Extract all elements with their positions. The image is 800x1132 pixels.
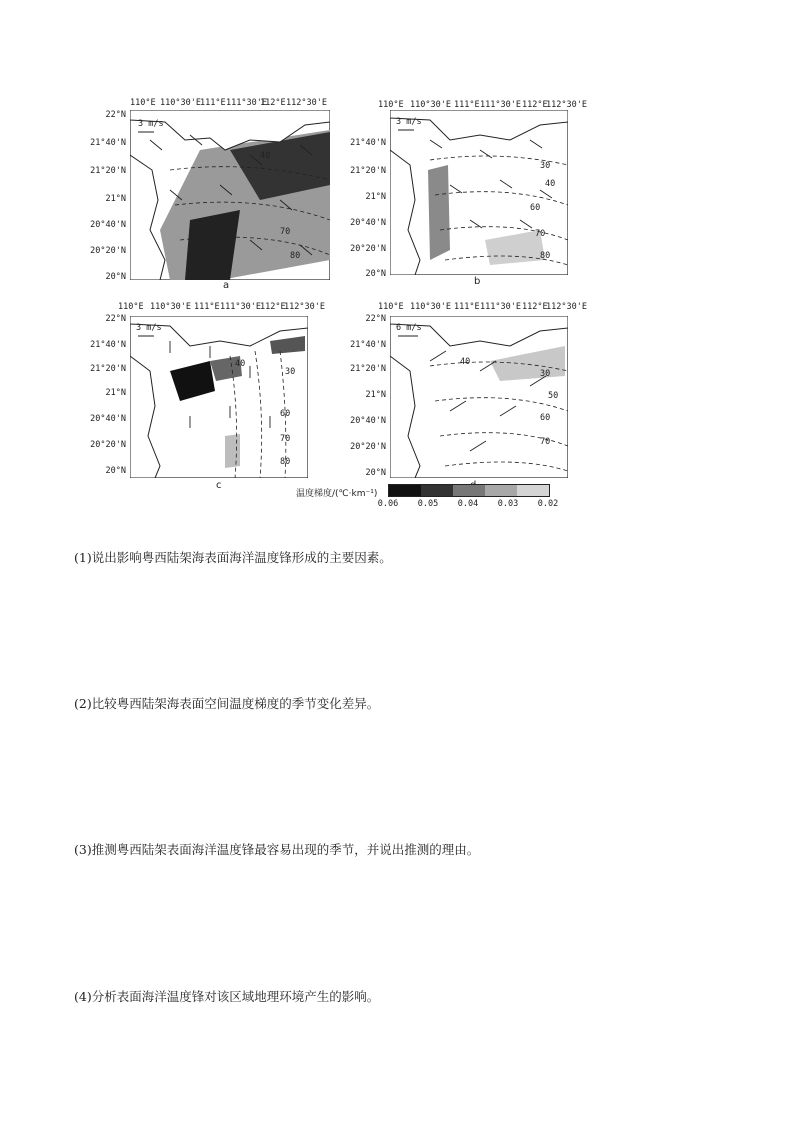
lon-label: 112°E bbox=[522, 100, 548, 110]
lat-label: 20°40'N bbox=[90, 220, 126, 230]
legend-swatch bbox=[453, 485, 485, 496]
lon-label: 111°30'E bbox=[480, 100, 521, 110]
map-a-canvas bbox=[130, 110, 330, 280]
question-3: (3)推测粤西陆架表面海洋温度锋最容易出现的季节，并说出推测的理由。 bbox=[74, 842, 480, 857]
lon-label: 112°30'E bbox=[286, 98, 327, 108]
contour-label: 80 bbox=[540, 251, 551, 261]
contour-label: 30 bbox=[285, 367, 296, 377]
lat-label: 22°N bbox=[105, 110, 126, 120]
contour-label: 40 bbox=[460, 357, 471, 367]
contour-label: 40 bbox=[545, 179, 556, 189]
lon-label: 110°E bbox=[130, 98, 156, 108]
lon-label: 112°30'E bbox=[546, 100, 587, 110]
lat-label: 20°N bbox=[105, 466, 126, 476]
lon-label: 112°E bbox=[522, 302, 548, 312]
legend-color-bar bbox=[388, 484, 550, 497]
contour-label: 40 bbox=[260, 151, 271, 161]
lon-label: 110°E bbox=[118, 302, 144, 312]
contour-label: 30 bbox=[540, 161, 551, 171]
wind-scale-label: 3 m/s bbox=[138, 119, 164, 129]
lat-label: 21°40'N bbox=[350, 340, 386, 350]
contour-label: 40 bbox=[235, 359, 246, 369]
legend-swatch bbox=[485, 485, 517, 496]
figure-temperature-front-maps bbox=[78, 96, 598, 516]
contour-label: 50 bbox=[548, 391, 559, 401]
lat-label: 21°20'N bbox=[350, 166, 386, 176]
contour-label: 60 bbox=[530, 203, 541, 213]
lat-label: 20°N bbox=[365, 468, 386, 478]
lon-label: 110°30'E bbox=[410, 302, 451, 312]
lon-label: 112°E bbox=[260, 98, 286, 108]
lon-label: 110°30'E bbox=[160, 98, 201, 108]
lat-label: 21°N bbox=[105, 388, 126, 398]
lon-label: 111°30'E bbox=[480, 302, 521, 312]
lat-label: 20°20'N bbox=[90, 246, 126, 256]
lat-label: 20°N bbox=[365, 269, 386, 279]
contour-label: 80 bbox=[280, 457, 291, 467]
map-panel-a bbox=[130, 110, 330, 280]
lon-label: 111°30'E bbox=[220, 302, 261, 312]
legend-tick: 0.02 bbox=[537, 499, 559, 509]
contour-label: 70 bbox=[280, 227, 291, 237]
lat-label: 21°40'N bbox=[90, 340, 126, 350]
contour-label: 70 bbox=[540, 437, 551, 447]
lat-label: 22°N bbox=[105, 314, 126, 324]
map-panel-c bbox=[130, 316, 308, 478]
question-4: (4)分析表面海洋温度锋对该区域地理环境产生的影响。 bbox=[74, 989, 380, 1004]
panel-label-b: b bbox=[474, 276, 481, 287]
lon-label: 111°E bbox=[454, 100, 480, 110]
lat-label: 21°N bbox=[365, 192, 386, 202]
wind-scale-label: 3 m/s bbox=[396, 117, 422, 127]
map-c-canvas bbox=[130, 316, 308, 478]
lat-label: 21°20'N bbox=[90, 364, 126, 374]
lon-label: 110°E bbox=[378, 302, 404, 312]
contour-label: 60 bbox=[540, 413, 551, 423]
question-1: (1)说出影响粤西陆架海表面海洋温度锋形成的主要因素。 bbox=[74, 550, 392, 565]
lon-label: 110°30'E bbox=[410, 100, 451, 110]
lat-label: 20°40'N bbox=[350, 416, 386, 426]
question-2: (2)比较粤西陆架海表面空间温度梯度的季节变化差异。 bbox=[74, 696, 380, 711]
lon-label: 112°30'E bbox=[284, 302, 325, 312]
lat-label: 20°20'N bbox=[350, 244, 386, 254]
map-b-canvas bbox=[390, 110, 568, 275]
wind-scale-label: 3 m/s bbox=[136, 323, 162, 333]
legend-tick: 0.05 bbox=[417, 499, 439, 509]
contour-label: 70 bbox=[280, 434, 291, 444]
lon-label: 110°30'E bbox=[150, 302, 191, 312]
legend-tick: 0.03 bbox=[497, 499, 519, 509]
lat-label: 21°N bbox=[105, 194, 126, 204]
legend-title: 温度梯度/(℃·km⁻¹) bbox=[296, 489, 378, 499]
map-panel-d bbox=[390, 316, 568, 478]
legend-swatch bbox=[389, 485, 421, 496]
lat-label: 21°40'N bbox=[90, 138, 126, 148]
lat-label: 22°N bbox=[365, 314, 386, 324]
legend-swatch bbox=[517, 485, 549, 496]
map-panel-b bbox=[390, 110, 568, 275]
lat-label: 21°20'N bbox=[350, 364, 386, 374]
legend-tick: 0.06 bbox=[377, 499, 399, 509]
contour-label: 30 bbox=[540, 369, 551, 379]
lat-label: 20°20'N bbox=[350, 442, 386, 452]
panel-label-a: a bbox=[223, 280, 230, 291]
lon-label: 110°E bbox=[378, 100, 404, 110]
contour-label: 70 bbox=[535, 229, 546, 239]
wind-scale-label: 6 m/s bbox=[396, 323, 422, 333]
lat-label: 20°N bbox=[105, 272, 126, 282]
lat-label: 21°20'N bbox=[90, 166, 126, 176]
lon-label: 111°30'E bbox=[226, 98, 267, 108]
panel-label-c: c bbox=[216, 480, 222, 491]
legend-swatch bbox=[421, 485, 453, 496]
lat-label: 21°N bbox=[365, 390, 386, 400]
contour-label: 80 bbox=[290, 251, 301, 261]
legend-tick: 0.04 bbox=[457, 499, 479, 509]
lon-label: 111°E bbox=[194, 302, 220, 312]
gradient-shading bbox=[428, 165, 450, 260]
lat-label: 20°20'N bbox=[90, 440, 126, 450]
lon-label: 111°E bbox=[200, 98, 226, 108]
lat-label: 20°40'N bbox=[350, 218, 386, 228]
lon-label: 112°30'E bbox=[546, 302, 587, 312]
gradient-shading bbox=[225, 434, 240, 468]
lon-label: 112°E bbox=[260, 302, 286, 312]
lat-label: 21°40'N bbox=[350, 138, 386, 148]
contour-label: 60 bbox=[280, 409, 291, 419]
gradient-legend bbox=[296, 484, 596, 514]
lon-label: 111°E bbox=[454, 302, 480, 312]
map-d-canvas bbox=[390, 316, 568, 478]
lat-label: 20°40'N bbox=[90, 414, 126, 424]
